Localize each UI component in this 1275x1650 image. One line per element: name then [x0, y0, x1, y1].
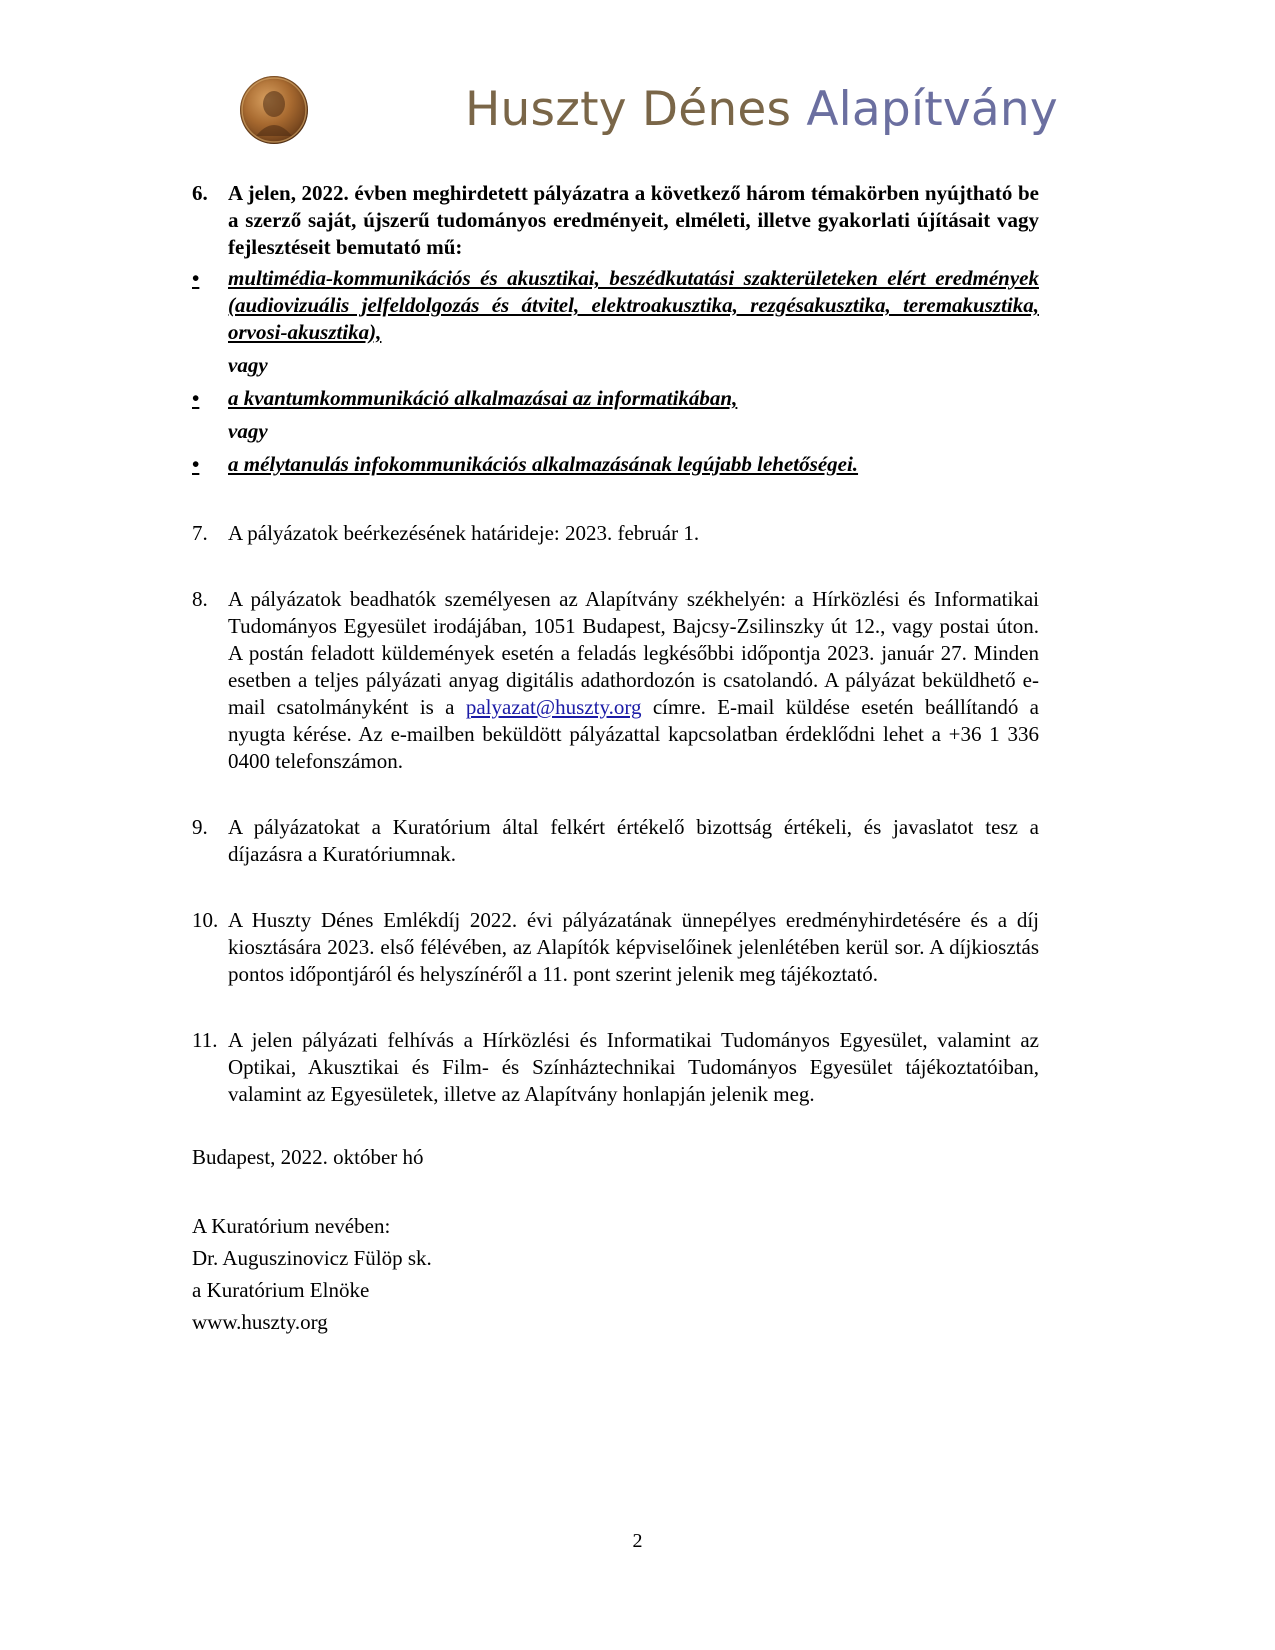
website-text: www.huszty.org: [192, 1310, 328, 1334]
item-text-part: A pályázatok beadhatók személyesen az Alapítvány székhelyén: a Hírközlési és Informatikai Tudományos Egyesület irodájában, 1051 Budapest, Bajcsy-Zsilinszky út 12., vagy postai úton. A postán feladott küldemények esetén a feladás legkésőbbi időpontja 2023. január 27. Minden esetben a teljes pályázati anyag digitális adathordozón is csatolandó. A pályázat beküldhető e-mail csatolmányként is a: [228, 587, 1039, 719]
item-text: A jelen, 2022. évben meghirdetett pályázatra a következő három témakörben nyújtható be a szerző saját, újszerű tudományos eredményeit, elméleti, illetve gyakorlati újításait vagy fejlesztéseit bemutató mű:: [228, 181, 1039, 259]
topic-list: [192, 265, 1039, 478]
list-item-11: [192, 1027, 1039, 1108]
list-item-6: [192, 180, 1039, 261]
item-number: 6.: [192, 181, 208, 205]
letterhead: [240, 76, 1058, 148]
topic-bullet: [192, 265, 1039, 346]
signatory-name: Dr. Auguszinovicz Fülöp sk.: [192, 1246, 432, 1270]
list-item-10: [192, 907, 1039, 988]
item-text-part: címre. E-mail küldése esetén beállítandó a nyugta kérése. Az e-mailben beküldött pályázattal kapcsolatban érdeklődni lehet a +36 1 336 0400 telefonszámon.: [228, 695, 1039, 773]
list-item-7: [192, 520, 1039, 547]
item-text: A pályázatok beérkezésének határideje: 2023. február 1.: [228, 521, 700, 545]
topic-bullet: [192, 385, 1039, 412]
item-number: 7.: [192, 521, 208, 545]
signatory-role: a Kuratórium Elnöke: [192, 1278, 370, 1302]
brand-name-part1: Huszty Dénes: [465, 82, 792, 137]
topic-text: a mélytanulás infokommunikációs alkalmazásának legújabb lehetőségei.: [228, 452, 859, 476]
topic-bullet: [192, 451, 1039, 478]
item-text: A pályázatokat a Kuratórium által felkért értékelő bizottság értékeli, és javaslatot tesz a díjazásra a Kuratóriumnak.: [228, 815, 1039, 866]
foundation-name: [465, 82, 1058, 137]
on-behalf-text: A Kuratórium nevében:: [192, 1214, 391, 1238]
list-item-9: [192, 814, 1039, 868]
page-number: 2: [632, 1530, 643, 1552]
item-number: 10.: [192, 908, 219, 932]
item-text: A jelen pályázati felhívás a Hírközlési és Informatikai Tudományos Egyesület, valamint az Optikai, Akusztikai és Film- és Színháztechnikai Tudományos Egyesület tájékoztatóiban, valamint az Egyesületek, illetve az Alapítvány honlapján jelenik meg.: [228, 1028, 1039, 1106]
document-body: [192, 180, 1039, 1338]
topic-text: a kvantumkommunikáció alkalmazásai az informatikában,: [228, 386, 738, 410]
bullet-icon: •: [192, 266, 200, 290]
medal-portrait-logo-icon: [240, 76, 308, 144]
bullet-icon: •: [192, 452, 200, 476]
connector-text: vagy: [228, 419, 268, 443]
topic-text: multimédia-kommunikációs és akusztikai, beszédkutatási szakterületeken elért eredmények (audiovizuális jelfeldolgozás és átvitel, elektroakusztika, rezgésakusztika, teremakusztika, orvosi-akusztika),: [228, 266, 1039, 344]
bullet-icon: •: [192, 386, 200, 410]
closing-block: [192, 1144, 1039, 1338]
item-text: A Huszty Dénes Emlékdíj 2022. évi pályázatának ünnepélyes eredményhirdetésére és a díj kiosztására 2023. első félévében, az Alapítók képviselőinek jelenlétében kerül sor. A díjkiosztás pontos időpontjáról és helyszínéről a 11. pont szerint jelenik meg tájékoztató.: [228, 908, 1039, 986]
item-number: 8.: [192, 587, 208, 611]
item-number: 11.: [192, 1028, 218, 1052]
email-link[interactable]: palyazat@huszty.org: [465, 695, 642, 719]
item-number: 9.: [192, 815, 208, 839]
place-date: Budapest, 2022. október hó: [192, 1145, 424, 1169]
connector-text: vagy: [228, 353, 268, 377]
item-text: [228, 586, 1039, 775]
list-item-8: [192, 586, 1039, 775]
brand-name-part2: Alapítvány: [806, 82, 1058, 137]
